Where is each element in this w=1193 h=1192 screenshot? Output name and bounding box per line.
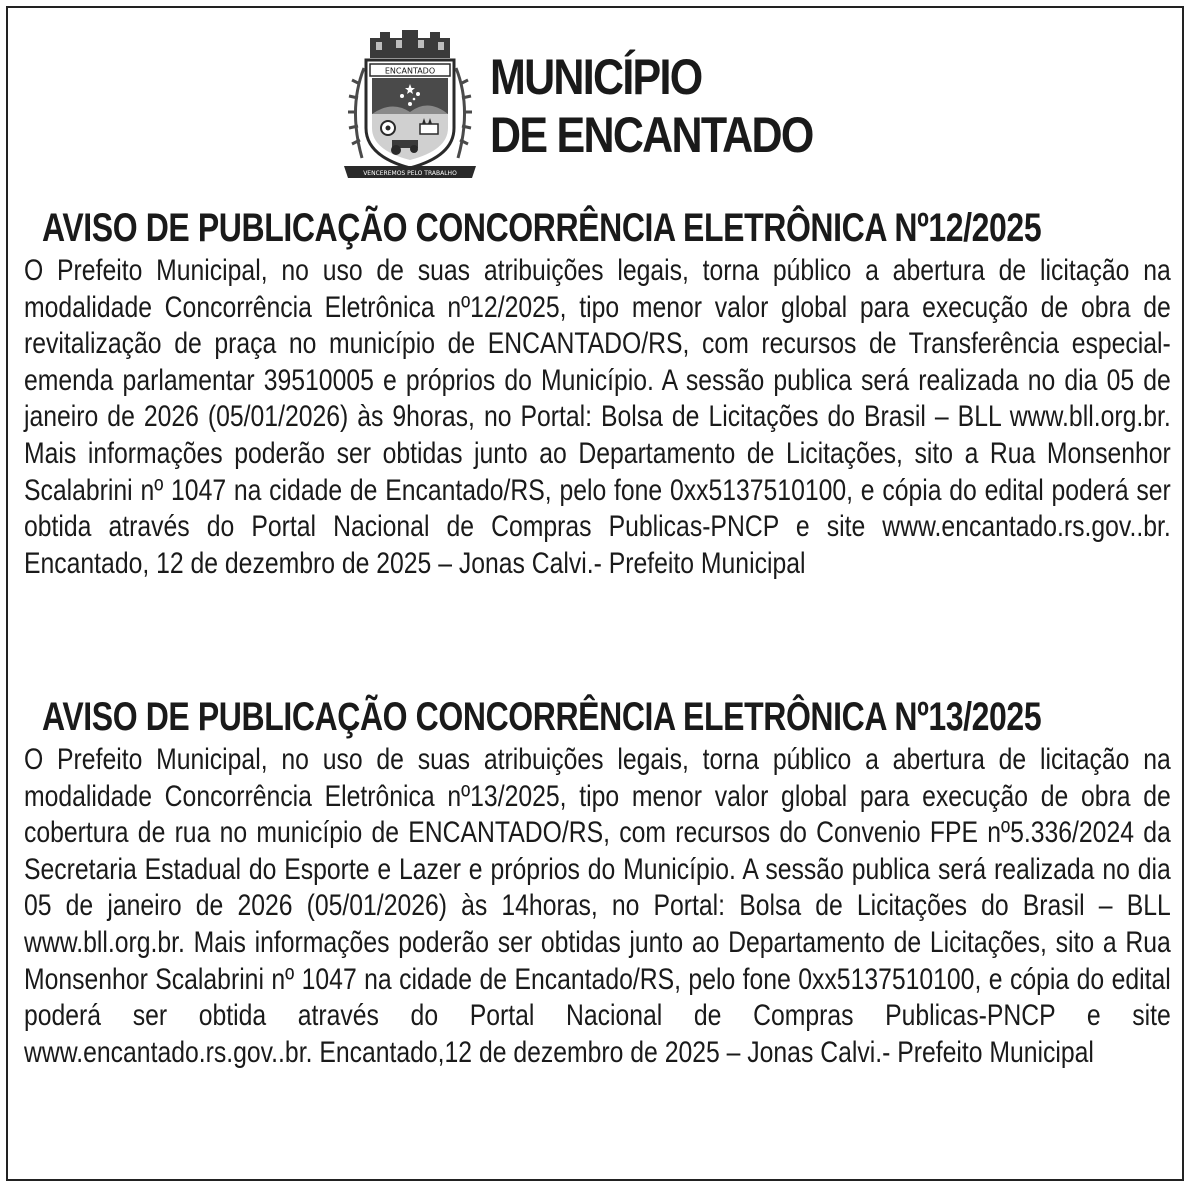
notice-12-2025 (24, 203, 1170, 582)
coat-of-arms-emblem (340, 28, 480, 180)
crest-label: ENCANTADO (384, 66, 436, 76)
notice-13-2025 (24, 692, 1170, 1071)
municipality-title-line2: DE ENCANTADO (490, 107, 813, 163)
notice-title: AVISO DE PUBLICAÇÃO CONCORRÊNCIA ELETRÔNICA Nº13/2025 (42, 695, 1042, 739)
crest-motto: VENCEREMOS PELO TRABALHO (363, 170, 457, 177)
notice-title: AVISO DE PUBLICAÇÃO CONCORRÊNCIA ELETRÔNICA Nº12/2025 (42, 206, 1042, 250)
notice-body: O Prefeito Municipal, no uso de suas atribuições legais, torna público a abertura de licitação na modalidade Concorrência Eletrônica nº12/2025, tipo menor valor global para execução de obra de revitalização de praça no município de ENCANTADO/RS, com recursos de Transferência especial-emenda parlamentar 39510005 e próprios do Município. A sessão publica será realizada no dia 05 de janeiro de 2026 (05/01/2026) às 9horas, no Portal: Bolsa de Licitações do Brasil – BLL www.bll.org.br. Mais informações poderão ser obtidas junto ao Departamento de Licitações, sito a Rua Monsenhor Scalabrini nº 1047 na cidade de Encantado/RS, pelo fone 0xx5137510100, e cópia do edital poderá ser obtida através do Portal Nacional de Compras Publicas-PNCP e site www.encantado.rs.gov..br. Encantado, 12 de dezembro de 2025 – Jonas Calvi.- Prefeito Municipal (24, 254, 1171, 580)
page-header (340, 28, 900, 188)
municipality-title-line1: MUNICÍPIO (490, 49, 702, 105)
municipality-title (490, 48, 813, 164)
notice-body: O Prefeito Municipal, no uso de suas atribuições legais, torna público a abertura de licitação na modalidade Concorrência Eletrônica nº13/2025, tipo menor valor global para execução de obra de cobertura de rua no município de ENCANTADO/RS, com recursos do Convenio FPE nº5.336/2024 da Secretaria Estadual do Esporte e Lazer e próprios do Município. A sessão publica será realizada no dia 05 de janeiro de 2026 (05/01/2026) às 14horas, no Portal: Bolsa de Licitações do Brasil – BLL www.bll.org.br. Mais informações poderão ser obtidas junto ao Departamento de Licitações, sito a Rua Monsenhor Scalabrini nº 1047 na cidade de Encantado/RS, pelo fone 0xx5137510100, e cópia do edital poderá ser obtida através do Portal Nacional de Compras Publicas-PNCP e site www.encantado.rs.gov..br. Encantado,12 de dezembro de 2025 – Jonas Calvi.- Prefeito Municipal (24, 743, 1171, 1069)
